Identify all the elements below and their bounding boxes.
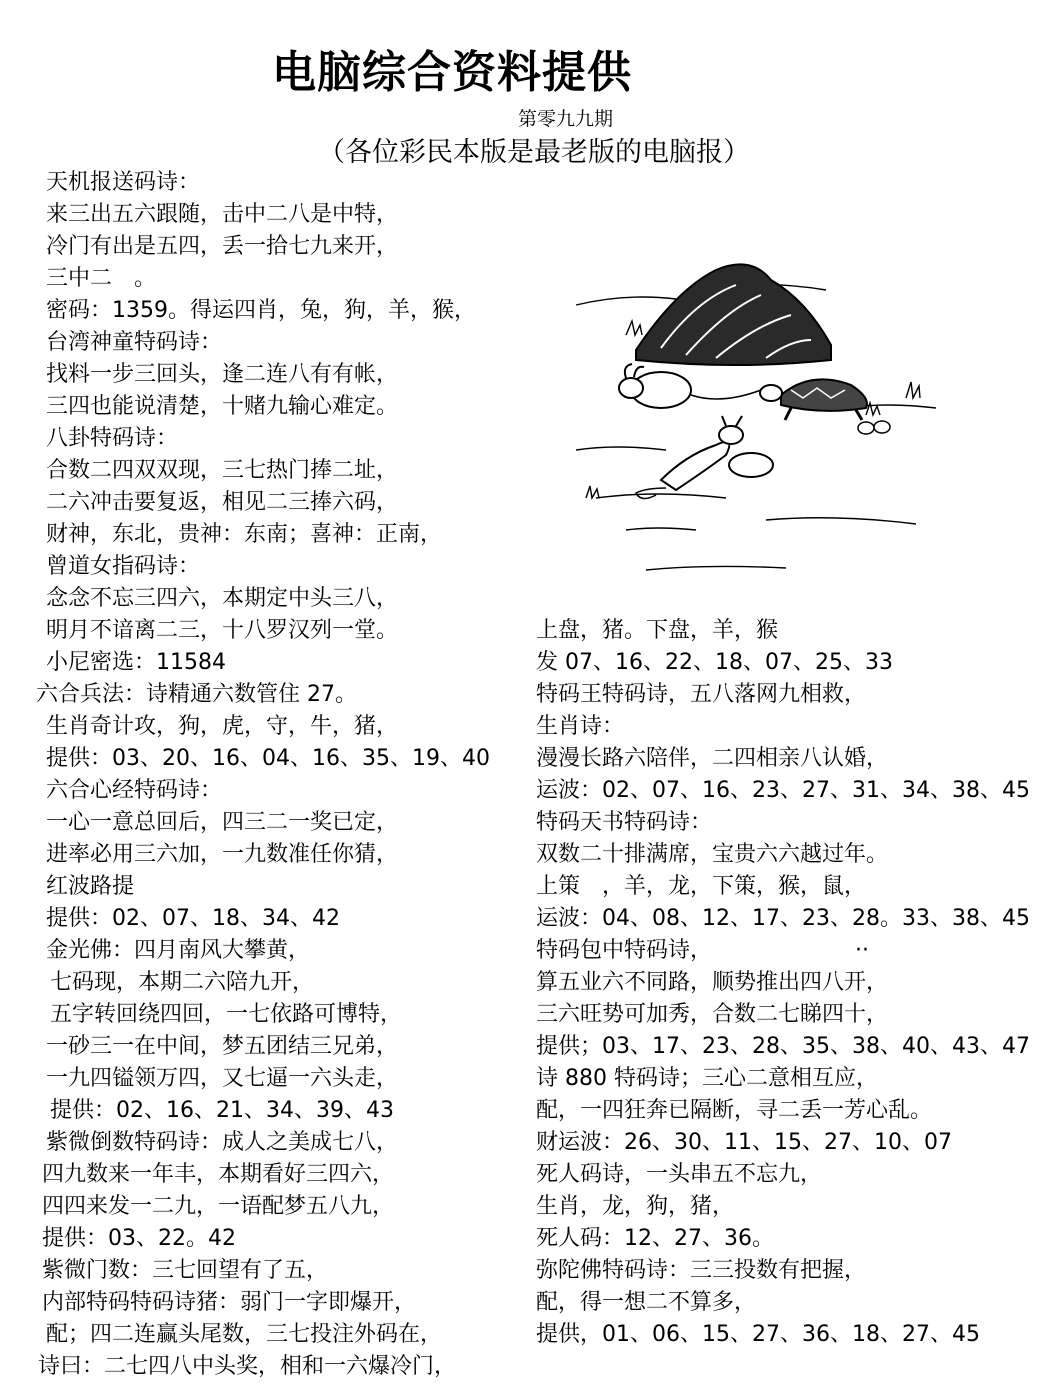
turtle-icon (760, 379, 867, 420)
text-line: 提供：02、07、18、34、42 (46, 906, 340, 931)
text-line: 弥陀佛特码诗：三三投数有把握， (536, 1258, 867, 1283)
text-line: 生肖奇计攻，狗，虎，守，牛，猪， (46, 714, 399, 739)
text-line: 三中二 。 (46, 266, 157, 291)
text-line: 小尼密选：11584 (46, 650, 226, 675)
text-line: 明月不谙离二三，十八罗汉列一堂。 (46, 618, 399, 643)
text-line: 七码现，本期二六陪九开， (50, 970, 315, 995)
text-line: 发 07、16、22、18、07、25、33 (536, 650, 893, 675)
text-line: 一心一意总回后，四三二一奖已定， (46, 810, 399, 835)
text-line: 提供：02、16、21、34、39、43 (50, 1098, 394, 1123)
text-line: 八卦特码诗： (46, 426, 179, 451)
text-line: 金光佛：四月南风大攀黄， (46, 938, 311, 963)
page-subtitle: （各位彩民本版是最老版的电脑报） (318, 137, 750, 168)
text-line: 合数二四双双现，三七热门捧二址， (46, 458, 399, 483)
text-line: 内部特码特码诗猪：弱门一字即爆开， (42, 1290, 417, 1315)
issue-number: 第零九九期 (518, 108, 614, 130)
text-line: 特码天书特码诗： (536, 810, 713, 835)
text-line: 一砂三一在中间，梦五团结三兄弟， (46, 1034, 399, 1059)
text-line: 二六冲击要复返，相见二三捧六码， (46, 490, 399, 515)
text-line: 天机报送码诗： (46, 170, 201, 195)
text-line: 提供，01、06、15、27、36、18、27、45 (536, 1322, 980, 1347)
text-line: 紫微倒数特码诗：成人之美成七八， (46, 1130, 399, 1155)
text-line: 提供；03、17、23、28、35、38、40、43、47 (536, 1034, 1030, 1059)
text-line: 特码王特码诗，五八落网九相救， (536, 682, 867, 707)
text-line: 生肖，龙，狗，猪， (536, 1194, 735, 1219)
text-line: 生肖诗： (536, 714, 625, 739)
text-line: 台湾神童特码诗： (46, 330, 223, 355)
goat-icon (636, 416, 773, 499)
rock-icon (636, 264, 831, 365)
text-line: 一九四镒领万四，又七逼一六头走， (46, 1066, 399, 1091)
text-line: 密码：1359。得运四肖，兔，狗，羊，猴， (46, 298, 476, 323)
text-line: 死人码：12、27、36。 (536, 1226, 774, 1251)
text-line: 运波：04、08、12、17、23、28。33、38、45 (536, 906, 1030, 931)
page-title: 电脑综合资料提供 (272, 47, 632, 98)
text-line: 算五业六不同路，顺势推出四八开， (536, 970, 889, 995)
text-line: 六合心经特码诗： (46, 778, 223, 803)
text-line: 双数二十排满席，宝贵六六越过年。 (536, 842, 889, 867)
text-line: 五字转回绕四回，一七依路可博特， (50, 1002, 403, 1027)
eggs-icon (858, 421, 890, 434)
text-line: 配；四二连赢头尾数，三七投注外码在， (46, 1322, 443, 1347)
text-line: 财神，东北，贵神：东南；喜神：正南， (46, 522, 443, 547)
text-line: 红波路提 (46, 874, 135, 899)
text-line: 配，得一想二不算多， (536, 1290, 757, 1315)
text-line: 冷门有出是五四，丢一拾七九来开， (46, 234, 399, 259)
text-line: 三六旺势可加秀，合数二七睇四十， (536, 1002, 889, 1027)
text-line: 四四来发一二九，一语配梦五八九， (42, 1194, 395, 1219)
illustration (566, 230, 956, 580)
text-line: 找料一步三回头，逢二连八有有帐， (46, 362, 399, 387)
text-line: 四九数来一年丰，本期看好三四六， (42, 1162, 395, 1187)
rabbit-icon (619, 364, 761, 408)
text-line: 念念不忘三四六，本期定中头三八， (46, 586, 399, 611)
text-line: 上策 ，羊，龙，下策，猴，鼠， (536, 874, 867, 899)
text-line: 紫微门数：三七回望有了五， (42, 1258, 329, 1283)
text-line: 漫漫长路六陪伴，二四相亲八认婚， (536, 746, 889, 771)
text-line: 六合兵法：诗精通六数管住 27。 (36, 682, 357, 707)
text-line: 诗曰：二七四八中头奖，相和一六爆冷门， (38, 1354, 457, 1379)
text-line: 进率必用三六加，一九数准任你猜， (46, 842, 399, 867)
text-line: 提供：03、22。42 (42, 1226, 236, 1251)
text-line: 财运波：26、30、11、15、27、10、07 (536, 1130, 952, 1155)
text-line: 死人码诗，一头串五不忘九， (536, 1162, 823, 1187)
text-line: 运波：02、07、16、23、27、31、34、38、45 (536, 778, 1030, 803)
text-line: 配，一四狂奔已隔断，寻二丢一芳心乱。 (536, 1098, 933, 1123)
text-line: 三四也能说清楚，十赌九输心难定。 (46, 394, 399, 419)
text-line: 诗 880 特码诗；三心二意相互应， (536, 1066, 878, 1091)
text-line: 特码包中特码诗， ·· (536, 938, 869, 963)
text-line: 上盘，猪。下盘，羊，猴 (536, 618, 779, 643)
text-line: 提供：03、20、16、04、16、35、19、40 (46, 746, 490, 771)
text-line: 来三出五六跟随，击中二八是中特， (46, 202, 399, 227)
text-line: 曾道女指码诗： (46, 554, 201, 579)
